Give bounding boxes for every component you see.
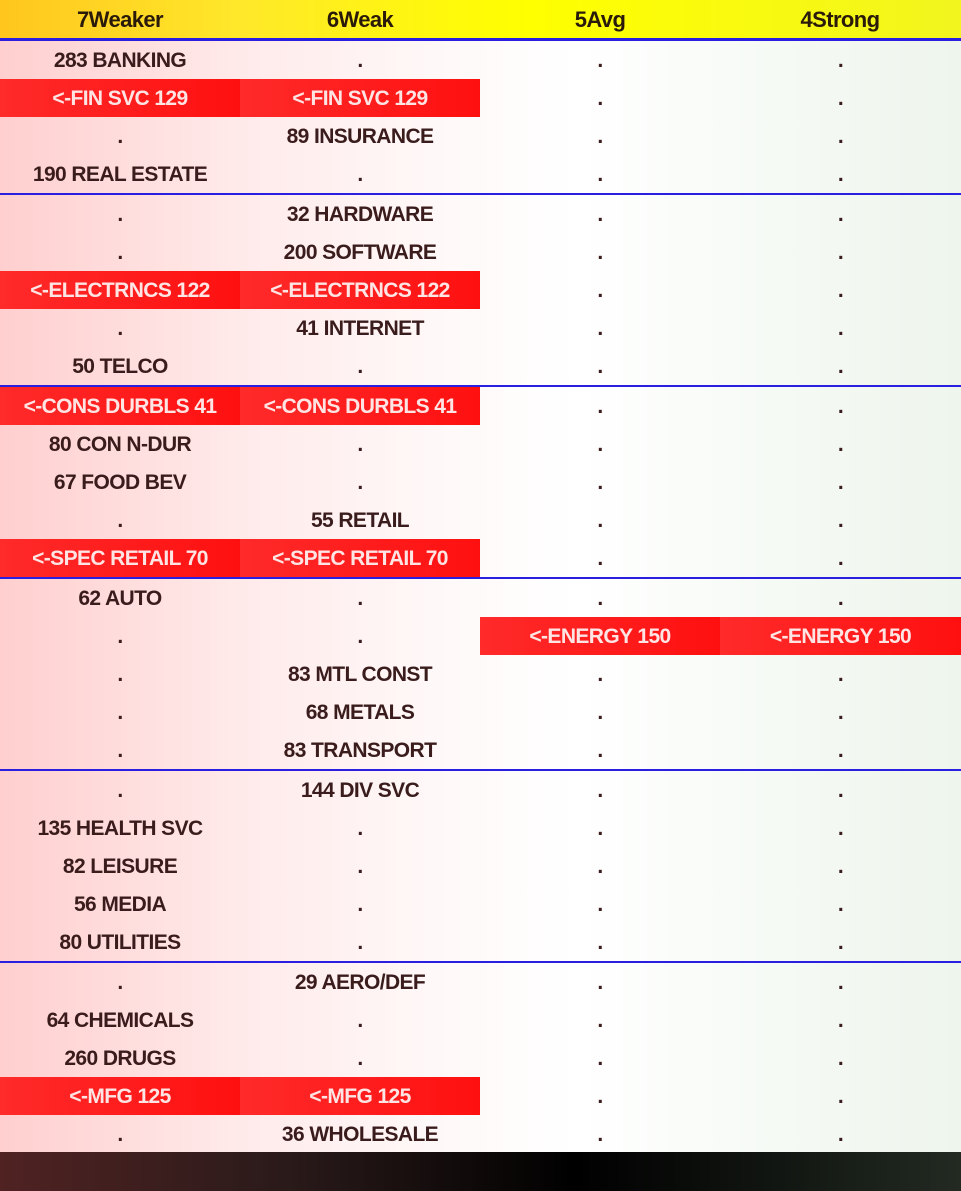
highlighted-sector-cell: <-ENERGY 150 xyxy=(720,617,961,655)
sector-cell: 200 SOFTWARE xyxy=(283,241,437,264)
sector-cell: . xyxy=(597,587,603,610)
sector-cell: 62 AUTO xyxy=(78,587,162,610)
sector-group xyxy=(0,963,961,1155)
sector-cell: . xyxy=(837,87,844,110)
sector-cell: 144 DIV SVC xyxy=(300,779,420,802)
sector-cell: . xyxy=(597,1047,603,1070)
sector-cell: 67 FOOD BEV xyxy=(53,471,187,494)
sector-cell: . xyxy=(837,779,844,802)
sector-cell: 36 WHOLESALE xyxy=(281,1123,439,1146)
sector-cell: . xyxy=(837,509,844,532)
sector-cell: . xyxy=(357,587,363,610)
sector-cell: . xyxy=(837,1009,844,1032)
sector-cell: . xyxy=(117,203,123,226)
sector-cell: . xyxy=(117,125,123,148)
sector-cell: . xyxy=(357,893,363,916)
sector-cell: . xyxy=(117,701,123,724)
sector-cell: . xyxy=(357,471,363,494)
table-row xyxy=(0,617,961,655)
sector-cell: 83 TRANSPORT xyxy=(283,739,437,762)
sector-cell: . xyxy=(837,817,844,840)
sector-cell: . xyxy=(357,931,363,954)
sector-cell: 190 REAL ESTATE xyxy=(32,163,208,186)
sector-cell: . xyxy=(837,739,844,762)
table-row xyxy=(0,693,961,731)
sector-cell: . xyxy=(597,355,603,378)
footer-bar xyxy=(0,1152,961,1191)
sector-cell: . xyxy=(357,49,363,72)
sector-cell: . xyxy=(597,547,603,570)
table-row xyxy=(0,463,961,501)
sector-cell: . xyxy=(597,241,603,264)
sector-cell: . xyxy=(117,241,123,264)
highlighted-sector-cell: <-MFG 125 xyxy=(240,1077,480,1115)
table-row xyxy=(0,387,961,425)
table-row xyxy=(0,1039,961,1077)
sector-group xyxy=(0,579,961,771)
sector-cell: . xyxy=(837,547,844,570)
sector-cell: . xyxy=(837,701,844,724)
table-row xyxy=(0,425,961,463)
sector-cell: . xyxy=(597,701,603,724)
sector-cell: . xyxy=(837,931,844,954)
highlighted-sector-cell: <-ELECTRNCS 122 xyxy=(240,271,480,309)
highlighted-sector-cell: <-FIN SVC 129 xyxy=(240,79,480,117)
sector-cell: . xyxy=(837,279,844,302)
sector-cell: . xyxy=(597,87,603,110)
sector-cell: . xyxy=(837,355,844,378)
table-row xyxy=(0,963,961,1001)
sector-cell: 56 MEDIA xyxy=(73,893,167,916)
sector-cell: . xyxy=(597,125,603,148)
sector-cell: . xyxy=(117,509,123,532)
sector-cell: 50 TELCO xyxy=(72,355,168,378)
table-row xyxy=(0,771,961,809)
sector-cell: . xyxy=(837,971,844,994)
sector-cell: . xyxy=(837,125,844,148)
sector-cell: . xyxy=(837,241,844,264)
highlighted-sector-cell: <-SPEC RETAIL 70 xyxy=(240,539,480,577)
sector-cell: . xyxy=(597,971,603,994)
sector-cell: 83 MTL CONST xyxy=(287,663,433,686)
sector-cell: . xyxy=(597,279,603,302)
sector-cell: . xyxy=(597,203,603,226)
sector-cell: 41 INTERNET xyxy=(296,317,424,340)
sector-grid xyxy=(0,41,961,1155)
sector-cell: . xyxy=(357,625,363,648)
sector-cell: . xyxy=(117,779,123,802)
sector-cell: . xyxy=(357,1009,363,1032)
sector-cell: 283 BANKING xyxy=(53,49,187,72)
sector-cell: . xyxy=(597,433,603,456)
sector-cell: . xyxy=(597,817,603,840)
highlighted-sector-cell: <-CONS DURBLS 41 xyxy=(240,387,480,425)
sector-cell: . xyxy=(837,1123,844,1146)
sector-cell: . xyxy=(597,317,603,340)
sector-cell: . xyxy=(837,1085,844,1108)
sector-cell: . xyxy=(837,395,844,418)
sector-cell: . xyxy=(837,893,844,916)
sector-cell: . xyxy=(597,395,603,418)
sector-cell: . xyxy=(117,663,123,686)
table-row xyxy=(0,501,961,539)
sector-cell: 260 DRUGS xyxy=(64,1047,176,1070)
sector-cell: . xyxy=(837,1047,844,1070)
highlighted-sector-cell: <-SPEC RETAIL 70 xyxy=(0,539,240,577)
table-row xyxy=(0,41,961,79)
sector-cell: . xyxy=(597,471,603,494)
table-row xyxy=(0,195,961,233)
sector-group xyxy=(0,195,961,387)
sector-cell: . xyxy=(837,49,844,72)
highlighted-sector-cell: <-ENERGY 150 xyxy=(480,617,720,655)
sector-cell: . xyxy=(597,1009,603,1032)
table-row xyxy=(0,1001,961,1039)
sector-cell: . xyxy=(597,663,603,686)
header-6weak: 6Weak xyxy=(326,7,394,32)
table-row xyxy=(0,539,961,577)
sector-cell: . xyxy=(837,163,844,186)
sector-cell: 80 UTILITIES xyxy=(59,931,181,954)
sector-cell: 32 HARDWARE xyxy=(286,203,434,226)
table-row xyxy=(0,1077,961,1115)
sector-cell: . xyxy=(837,317,844,340)
sector-cell: . xyxy=(597,739,603,762)
sector-cell: 135 HEALTH SVC xyxy=(37,817,203,840)
table-row xyxy=(0,847,961,885)
sector-cell: . xyxy=(597,893,603,916)
table-row xyxy=(0,347,961,385)
column-header-bar xyxy=(0,0,961,41)
sector-cell: . xyxy=(597,931,603,954)
sector-cell: . xyxy=(357,817,363,840)
sector-cell: . xyxy=(117,317,123,340)
sector-cell: 80 CON N-DUR xyxy=(48,433,192,456)
sector-cell: . xyxy=(597,1123,603,1146)
sector-cell: . xyxy=(597,1085,603,1108)
table-row xyxy=(0,809,961,847)
table-row xyxy=(0,923,961,961)
sector-cell: . xyxy=(357,163,363,186)
sector-cell: . xyxy=(357,433,363,456)
sector-group xyxy=(0,387,961,579)
sector-cell: . xyxy=(597,509,603,532)
sector-cell: . xyxy=(597,163,603,186)
sector-cell: . xyxy=(357,1047,363,1070)
sector-cell: 68 METALS xyxy=(305,701,415,724)
sector-cell: . xyxy=(837,203,844,226)
sector-cell: . xyxy=(117,625,123,648)
highlighted-sector-cell: <-CONS DURBLS 41 xyxy=(0,387,240,425)
sector-cell: . xyxy=(117,1123,123,1146)
sector-cell: . xyxy=(837,663,844,686)
sector-cell: . xyxy=(597,779,603,802)
sector-cell: 55 RETAIL xyxy=(310,509,410,532)
highlighted-sector-cell: <-FIN SVC 129 xyxy=(0,79,240,117)
sector-cell: . xyxy=(837,587,844,610)
sector-cell: . xyxy=(597,49,603,72)
sector-cell: . xyxy=(837,855,844,878)
header-5avg: 5Avg xyxy=(574,7,626,32)
sector-group xyxy=(0,771,961,963)
table-row xyxy=(0,117,961,155)
table-row xyxy=(0,885,961,923)
table-row xyxy=(0,655,961,693)
table-row xyxy=(0,309,961,347)
table-row xyxy=(0,155,961,193)
table-row xyxy=(0,271,961,309)
sector-cell: 29 AERO/DEF xyxy=(294,971,426,994)
sector-cell: . xyxy=(357,355,363,378)
sector-group xyxy=(0,41,961,195)
sector-cell: 82 LEISURE xyxy=(62,855,178,878)
highlighted-sector-cell: <-MFG 125 xyxy=(0,1077,240,1115)
sector-cell: 64 CHEMICALS xyxy=(46,1009,194,1032)
sector-cell: . xyxy=(837,433,844,456)
sector-cell: . xyxy=(597,855,603,878)
highlighted-sector-cell: <-ELECTRNCS 122 xyxy=(0,271,240,309)
header-7weaker: 7Weaker xyxy=(77,7,163,32)
table-row xyxy=(0,233,961,271)
sector-cell: 89 INSURANCE xyxy=(286,125,434,148)
sector-cell: . xyxy=(837,471,844,494)
sector-cell: . xyxy=(357,855,363,878)
table-row xyxy=(0,79,961,117)
sector-cell: . xyxy=(117,971,123,994)
table-row xyxy=(0,579,961,617)
header-4strong: 4Strong xyxy=(800,7,880,32)
table-row xyxy=(0,1115,961,1153)
sector-cell: . xyxy=(117,739,123,762)
table-row xyxy=(0,731,961,769)
